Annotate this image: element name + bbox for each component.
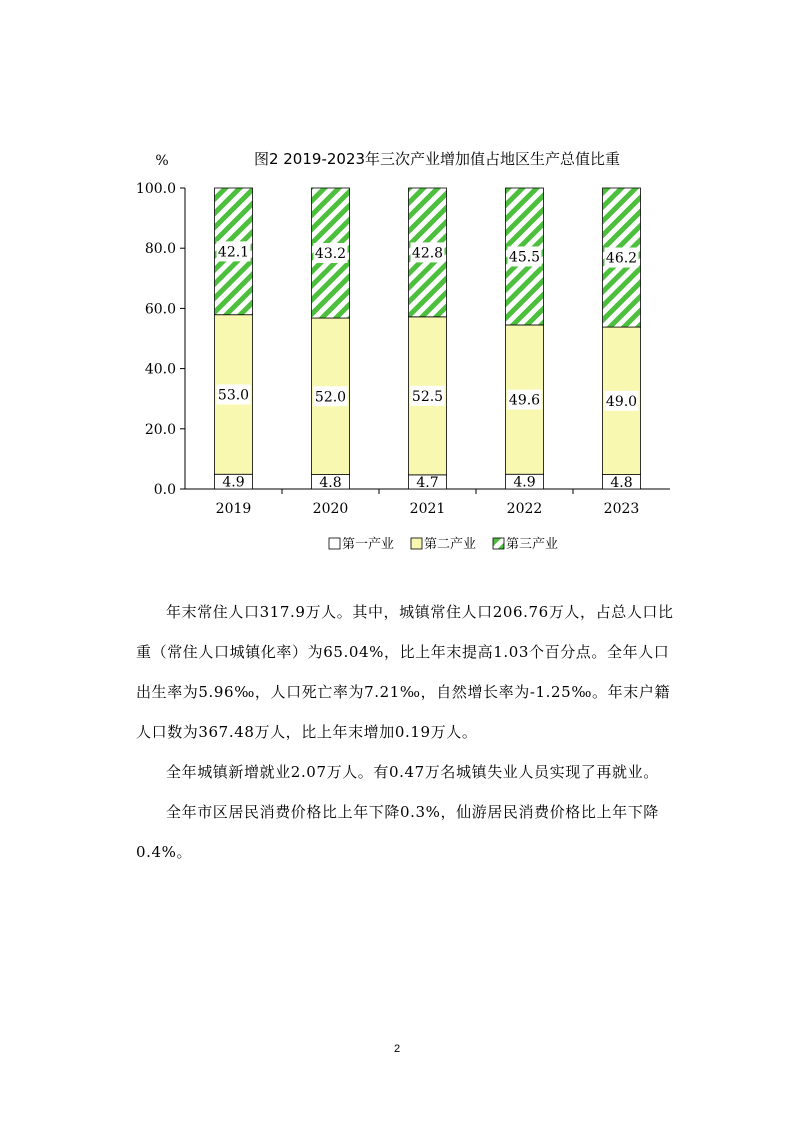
paragraph-population: 年末常住人口317.9万人。其中，城镇常住人口206.76万人，占总人口比重（常住人口城镇化率）为65.04%，比上年末提高1.03个百分点。全年人口出生率为5.96‰，人口死亡率为7.21‰，自然增长率为-1.25‰。年末户籍人口数为367.48万人，比上年末增加0.19万人。 [136, 603, 674, 741]
x-tick-label: 2023 [603, 501, 640, 517]
x-tick-label: 2022 [506, 501, 543, 517]
x-tick-label: 2019 [215, 501, 252, 517]
y-tick-label: 20.0 [144, 421, 176, 438]
legend-label: 第一产业 [342, 537, 395, 552]
data-label: 52.0 [314, 389, 347, 406]
y-axis-unit: % [155, 153, 169, 169]
paragraph-cpi: 全年市区居民消费价格比上年下降0.3%，仙游居民消费价格比上年下降0.4%。 [136, 803, 659, 861]
y-tick-label: 40.0 [144, 361, 176, 378]
data-label: 4.7 [416, 474, 439, 491]
paragraph-employment: 全年城镇新增就业2.07万人。有0.47万名城镇失业人员实现了再就业。 [166, 763, 659, 781]
chart-title: 图2 2019-2023年三次产业增加值占地区生产总值比重 [253, 150, 621, 168]
y-tick-label: 0.0 [153, 482, 176, 498]
data-label: 43.2 [314, 246, 347, 263]
legend-label: 第三产业 [506, 537, 559, 552]
chart-bars [215, 188, 641, 491]
data-label: 49.0 [605, 393, 638, 410]
data-label: 53.0 [217, 387, 250, 404]
data-label: 46.2 [605, 250, 638, 267]
page-number: 2 [393, 1043, 401, 1055]
data-label: 49.6 [508, 392, 541, 409]
y-tick-label: 80.0 [144, 241, 176, 258]
x-tick-label: 2021 [409, 501, 446, 517]
body-text [136, 592, 676, 872]
data-label: 4.9 [222, 474, 245, 491]
legend-swatch [493, 538, 504, 549]
data-label: 4.8 [610, 474, 633, 491]
data-label: 45.5 [508, 249, 541, 266]
legend-label: 第二产业 [424, 537, 477, 552]
y-tick-label: 60.0 [144, 301, 176, 318]
data-label: 4.8 [319, 474, 342, 491]
x-tick-label: 2020 [312, 501, 349, 517]
chart-legend [329, 536, 558, 552]
data-label: 4.9 [513, 474, 536, 491]
y-tick-label: 100.0 [135, 181, 176, 197]
data-label: 42.1 [217, 244, 250, 261]
data-label: 52.5 [411, 388, 444, 405]
legend-swatch [411, 538, 422, 549]
legend-swatch [329, 538, 340, 549]
data-label: 42.8 [411, 245, 444, 262]
